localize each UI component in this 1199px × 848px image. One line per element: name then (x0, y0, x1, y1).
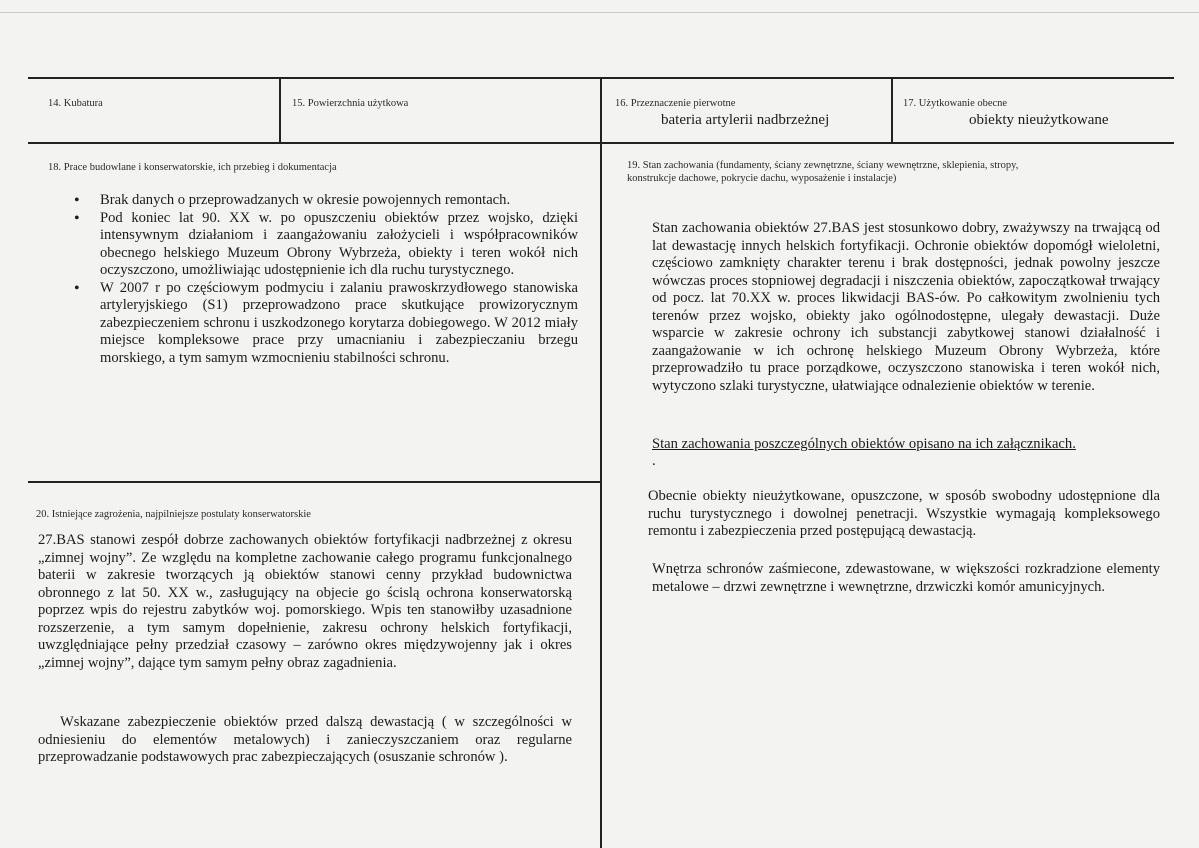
row-divider-left-lower (28, 481, 602, 483)
col-divider-a (279, 77, 281, 144)
field-16-value: bateria artylerii nadbrzeżnej (661, 112, 830, 128)
scan-top-edge (0, 12, 1199, 13)
list-item: • Brak danych o przeprowadzanych w okresie powojennych remontach. (100, 192, 578, 210)
field-20-paragraph-1: 27.BAS stanowi zespół dobrze zachowanych obiektów fortyfikacji nadbrzeżnej z okresu „zimnej wojny”. Ze względu na kompletne zachowanie całego programu funkcjonalnego baterii w zakresie tworzących ją obiektów stanowi cenny przykład budownictwa obronnego z lat 50. XX w., zasługujący na objecie go ścislą ochrona konserwatorską poprzez wpis do rejestru zabytków woj. pomorskiego. Wpis ten stanowiłby uzasadnione rozszerzenie, a tym samym dopełnienie, zakresu ochrony helskich fortyfikacji, uwzględniające pełny przedział czasowy – zarówno okres międzywojenny jak i okres „zimnej wojny”, dające tym samym pełny obraz zagadnienia. (38, 532, 572, 671)
field-20-label: 20. Istniejące zagrożenia, najpilniejsze postulaty konserwatorskie (36, 509, 311, 520)
field-20-paragraph-2: Wskazane zabezpieczenie obiektów przed dalszą dewastacją ( w szczególności w odniesieniu do elementów metalowych) i zanieczyszczaniem oraz regularne przeprowadzanie podstawowych prac zabezpieczających (osuszanie schronów ). (38, 714, 572, 765)
field-17-label: 17. Użytkowanie obecne (903, 98, 1008, 109)
list-item: • W 2007 r po częściowym podmyciu i zalaniu prawoskrzydłowego stanowiska artyleryjskiego (S1) przeprowadzono prace skutkujące prowizorycznym zabezpieczeniem schronu i uszkodzonego korytarza dobiegowego. W 2012 miały miejsce kompleksowe prace przy umacnianiu i zabezpieczaniu brzegu morskiego, a tym samym wzmocnieniu stabilności schronu. (100, 280, 578, 368)
field-19-paragraph-3: Wnętrza schronów zaśmiecone, zdewastowane, w większości rozkradzione elementy metalowe – drzwi zewnętrzne i wewnętrzne, drzwiczki komór amunicyjnych. (652, 561, 1160, 595)
field-19-stray-dot: . (652, 453, 656, 469)
list-item: • Pod koniec lat 90. XX w. po opuszczeniu obiektów przez wojsko, dzięki intensywnym działaniom i zaangażowaniu założycieli i współpracowników obecnego helskiego Muzeum Obrony Wybrzeża, obiekty i teren wokół nich oczyszczono, umożliwiając udostępnienie ich dla ruchu turystycznego. (100, 210, 578, 280)
field-19-label (627, 159, 1018, 185)
field-19-attachments-note: Stan zachowania poszczególnych obiektów opisano na ich załącznikach. (652, 436, 1076, 452)
field-16-label: 16. Przeznaczenie pierwotne (615, 98, 736, 109)
col-divider-center (600, 77, 602, 848)
field-18-label: 18. Prace budowlane i konserwatorskie, ich przebieg i dokumentacja (48, 162, 337, 173)
field-19-paragraph-2: Obecnie obiekty nieużytkowane, opuszczone, w sposób swobodny udostępnione dla ruchu turystycznego i dowolnej penetracji. Wszystkie wymagają kompleksowego remontu i zabezpieczenia przed postępującą dewastacją. (648, 488, 1160, 539)
field-17-value: obiekty nieużytkowane (969, 112, 1109, 128)
field-19-label-line1: 19. Stan zachowania (fundamenty, ściany zewnętrzne, ściany wewnętrzne, sklepienia, stropy, (627, 160, 1019, 171)
col-divider-b (891, 77, 893, 144)
field-14-label: 14. Kubatura (48, 98, 103, 109)
field-19-paragraph-1: Stan zachowania obiektów 27.BAS jest stosunkowo dobry, zważywszy na trwającą od lat dewastację innych helskich fortyfikacji. Ochronie obiektów dopomógł wieloletni, częściowo zamknięty charakter terenu i brak dostępności, jednak powolny jeszcze wówczas proces stopniowej degradacji i niszczenia obiektów, zapoczątkował trwający od pocz. lat 70.XX w. proces likwidacji BAS-ów. Po całkowitym zwolnieniu tych terenów przez wojsko, obiekty jako ogólnodostępne, ulegały dewastacji. Duże wsparcie w zakresie ochrony ich substancji zabytkowej stanowi działalność i zaangażowanie w ich ochronę helskiego Muzeum Obrony Wybrzeża, które przeprowadziło tu prace porządkowe, oczyszczono stanowiska i teren wokół nich, wytyczono szlaki turystyczne, ułatwiające odnalezienie obiektów w terenie. (652, 220, 1160, 394)
field-15-label: 15. Powierzchnia użytkowa (292, 98, 409, 109)
field-19-label-line2: konstrukcje dachowe, pokrycie dachu, wyposażenie i instalacje) (627, 173, 897, 184)
field-18-list (74, 192, 578, 367)
